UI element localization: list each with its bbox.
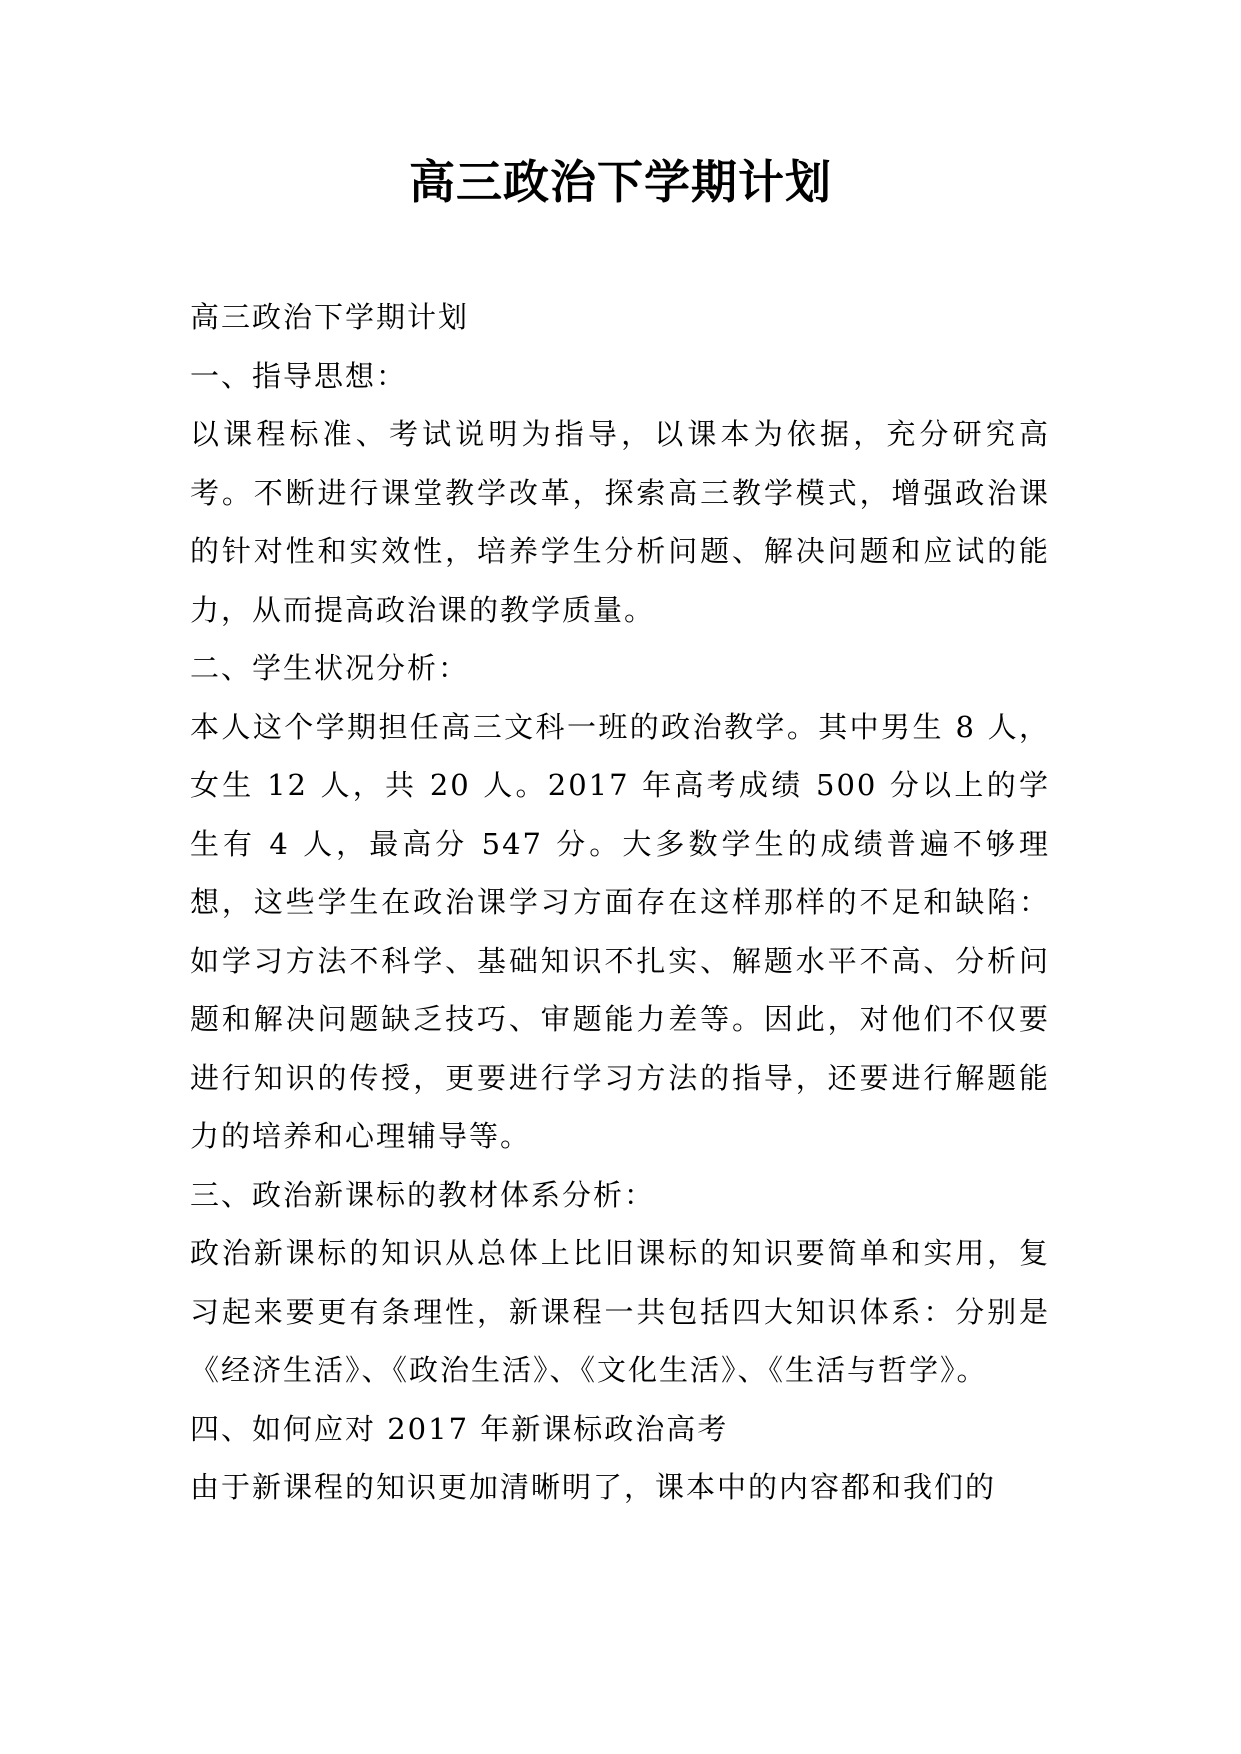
body-heading: 高三政治下学期计划 xyxy=(190,300,470,334)
paragraph-guiding-thought: 以课程标准、考试说明为指导，以课本为依据，充分研究高考。不断进行课堂教学改革，探索高三教学模式，增强政治课的针对性和实效性，培养学生分析问题、解决问题和应试的能力，从而提高政治课的教学质量。 xyxy=(190,417,1050,627)
document-title: 高三政治下学期计划 xyxy=(409,155,832,209)
section-heading-3: 三、政治新课标的教材体系分析： xyxy=(190,1177,656,1212)
document-body xyxy=(190,288,1050,1517)
section-heading-4: 四、如何应对 2017 年新课标政治高考 xyxy=(190,1411,729,1446)
paragraph-exam-strategy: 由于新课程的知识更加清晰明了，课本中的内容都和我们的 xyxy=(190,1470,997,1504)
paragraph-textbook-analysis: 政治新课标的知识从总体上比旧课标的知识要简单和实用，复习起来要更有条理性，新课程一共包括四大知识体系：分别是《经济生活》、《政治生活》、《文化生活》、《生活与哲学》。 xyxy=(190,1236,1050,1387)
section-heading-1: 一、指导思想： xyxy=(190,358,408,393)
section-heading-2: 二、学生状况分析： xyxy=(190,651,470,685)
paragraph-student-analysis: 本人这个学期担任高三文科一班的政治教学。其中男生 8 人，女生 12 人，共 20 人。2017 年高考成绩 500 分以上的学生有 4 人，最高分 547 分。大多数学生的成绩普遍不够理想，这些学生在政治课学习方面存在这样那样的不足和缺陷：如学习方法不科学、基础知识不扎实、解题水平不高、分析问题和解决问题缺乏技巧、审题能力差等。因此，对他们不仅要进行知识的传授，更要进行学习方法的指导，还要进行解题能力的培养和心理辅导等。 xyxy=(190,709,1050,1153)
